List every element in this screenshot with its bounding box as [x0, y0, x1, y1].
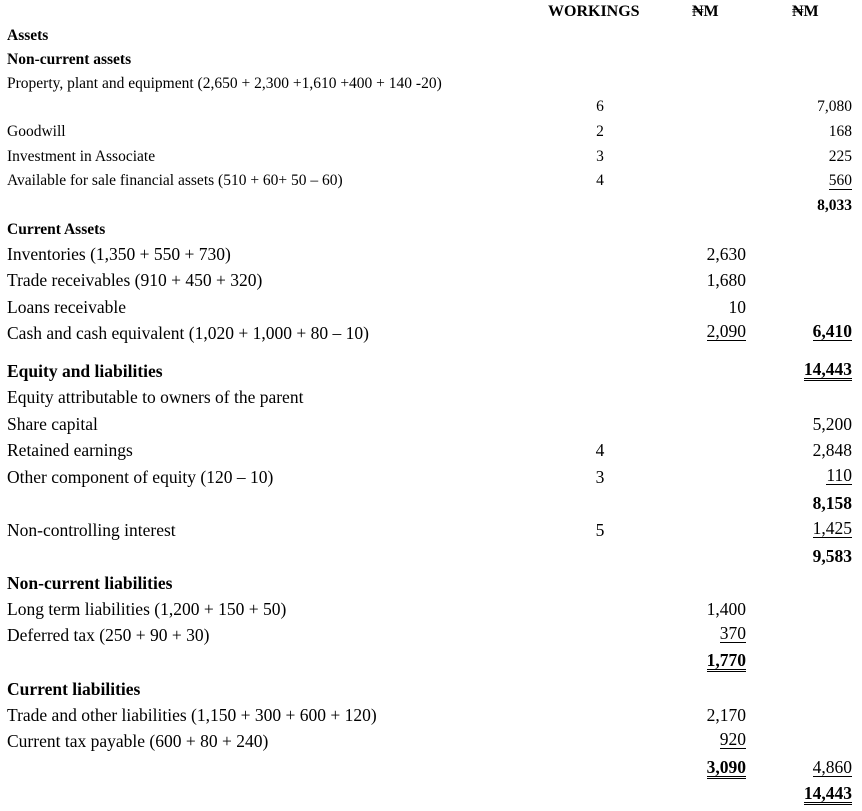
- table-row: [0, 625, 862, 651]
- table-row: [0, 546, 862, 572]
- table-row: [0, 573, 862, 599]
- table-row: [0, 652, 862, 678]
- table-row: [0, 467, 862, 493]
- table-row: [0, 361, 862, 387]
- col1-value: 1,680: [706, 270, 746, 290]
- col1-value: 370: [719, 623, 746, 643]
- col2-value: 560: [828, 172, 852, 189]
- row-label: Available for sale financial assets (510 + 60+ 50 – 60): [7, 172, 343, 189]
- working-ref: 3: [596, 148, 604, 165]
- section-heading-equity: Equity and liabilities: [7, 361, 163, 381]
- col2-value: 225: [828, 148, 852, 165]
- col1-value: 920: [719, 729, 746, 749]
- grand-total-value: 14,443: [803, 783, 852, 803]
- table-row: [0, 98, 862, 124]
- table-row: [0, 679, 862, 705]
- col2-value: 4,860: [812, 757, 852, 777]
- table-row: [0, 123, 862, 149]
- working-ref: 2: [596, 123, 604, 140]
- row-label: Other component of equity (120 – 10): [7, 467, 274, 487]
- row-label: Retained earnings: [7, 440, 133, 460]
- table-row: [0, 785, 862, 811]
- subsection-heading: Current liabilities: [7, 679, 141, 699]
- subsection-heading: Non-current assets: [7, 51, 132, 68]
- row-label: Non-controlling interest: [7, 520, 176, 540]
- col1-value: 1,400: [706, 599, 746, 619]
- table-row: [0, 323, 862, 349]
- subtotal-value: 6,410: [812, 321, 852, 341]
- table-row: [0, 51, 862, 77]
- table-row: [0, 759, 862, 785]
- row-label: Trade and other liabilities (1,150 + 300 + 600 + 120): [7, 705, 377, 725]
- row-label: Current tax payable (600 + 80 + 240): [7, 731, 269, 751]
- working-ref: 6: [596, 98, 604, 115]
- table-row: [0, 27, 862, 53]
- subsection-heading: Current Assets: [7, 221, 106, 238]
- col2-value: 168: [828, 123, 852, 140]
- table-row: [0, 731, 862, 757]
- table-row: [0, 440, 862, 466]
- table-row: [0, 297, 862, 323]
- table-row: [0, 270, 862, 296]
- working-ref: 4: [596, 172, 604, 189]
- row-label: Cash and cash equivalent (1,020 + 1,000 + 80 – 10): [7, 323, 369, 343]
- table-row: [0, 148, 862, 174]
- table-row: [0, 599, 862, 625]
- table-row: [0, 493, 862, 519]
- col1-value: 10: [728, 297, 746, 317]
- subsection-heading: Non-current liabilities: [7, 573, 173, 593]
- table-row: [0, 244, 862, 270]
- row-label: Inventories (1,350 + 550 + 730): [7, 244, 231, 264]
- working-ref: 4: [595, 440, 605, 460]
- subtotal-value: 8,033: [817, 197, 852, 214]
- col1-value: 2,090: [706, 321, 746, 341]
- subtotal-value: 8,158: [812, 493, 852, 513]
- working-ref: 3: [595, 467, 605, 487]
- workings-header: WORKINGS: [548, 3, 640, 20]
- col2-currency-header: ₦M: [792, 3, 819, 20]
- col2-value: 7,080: [817, 98, 852, 115]
- row-label: Loans receivable: [7, 297, 127, 317]
- row-label: Equity attributable to owners of the parent: [7, 387, 304, 407]
- col1-currency-header: ₦M: [692, 3, 719, 20]
- table-row: [0, 705, 862, 731]
- col2-value: 110: [826, 465, 852, 485]
- table-row: [0, 387, 862, 413]
- table-row: [0, 520, 862, 546]
- subtotal-value: 9,583: [812, 546, 852, 566]
- row-label: Investment in Associate: [7, 148, 156, 165]
- subtotal-value: 1,770: [706, 650, 746, 670]
- table-row: [0, 197, 862, 223]
- col2-value: 2,848: [812, 440, 852, 460]
- col1-value: 2,170: [706, 705, 746, 725]
- row-label: Deferred tax (250 + 90 + 30): [7, 625, 210, 645]
- row-label: Share capital: [7, 414, 98, 434]
- row-label: Long term liabilities (1,200 + 150 + 50): [7, 599, 287, 619]
- working-ref: 5: [595, 520, 605, 540]
- col2-value: 5,200: [812, 414, 852, 434]
- col1-value: 2,630: [706, 244, 746, 264]
- subtotal-value: 3,090: [706, 757, 746, 777]
- row-label: Property, plant and equipment (2,650 + 2,300 +1,610 +400 + 140 -20): [7, 75, 442, 92]
- row-label: Trade receivables (910 + 450 + 320): [7, 270, 263, 290]
- table-row: [0, 414, 862, 440]
- col2-value: 1,425: [812, 518, 852, 538]
- total-assets-value: 14,443: [803, 359, 852, 379]
- row-label: Goodwill: [7, 123, 66, 140]
- section-heading-assets: Assets: [7, 27, 49, 44]
- table-row: [0, 172, 862, 198]
